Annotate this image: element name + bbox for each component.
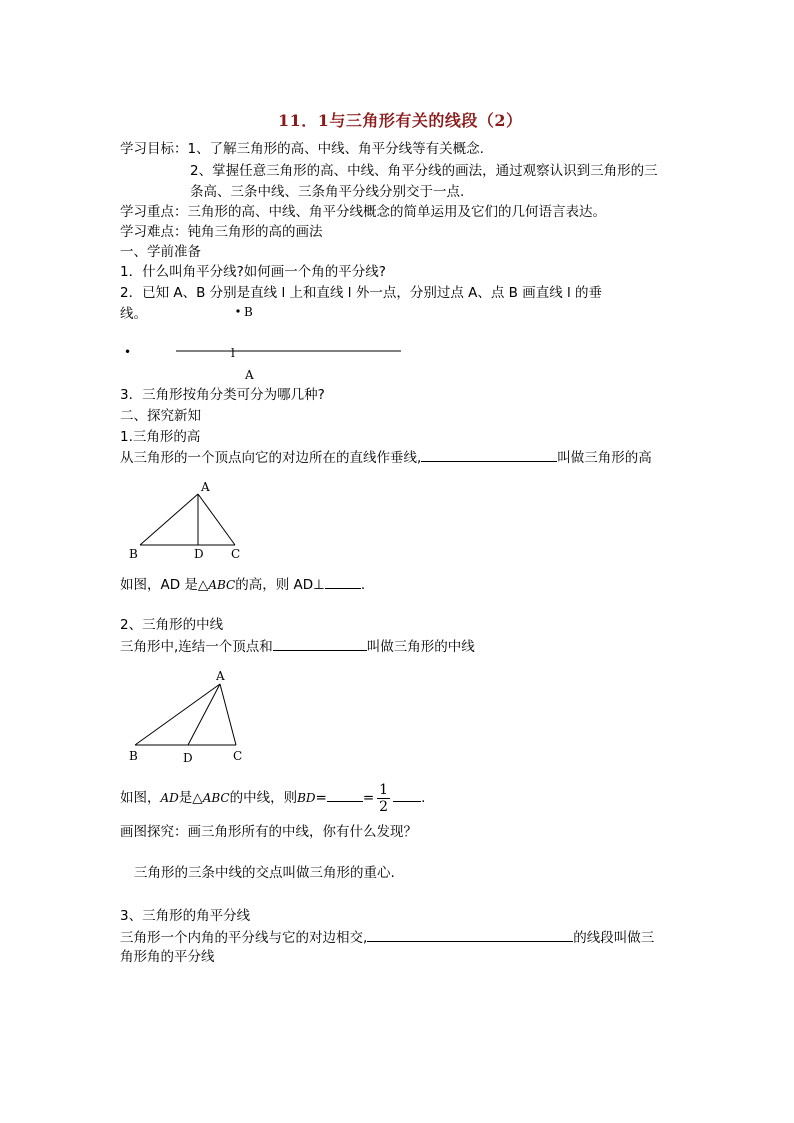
- altitude-perp-blank[interactable]: [325, 575, 361, 589]
- point-a-label: A: [245, 368, 254, 382]
- bisector-heading: 3、三角形的角平分线: [120, 908, 251, 924]
- median-q-abc: ABC: [202, 791, 230, 805]
- median-q-mid1: 是△: [178, 790, 203, 806]
- side-ab: [140, 494, 198, 545]
- vertex-b-label: B: [129, 749, 138, 763]
- side-ab: [135, 684, 220, 745]
- median-q-end: .: [421, 790, 426, 806]
- bisector-text-before: 三角形一个内角的平分线与它的对边相交,: [120, 930, 368, 946]
- vertex-d-label: D: [194, 547, 204, 561]
- median-figure: [118, 666, 258, 768]
- altitude-q-after: 的高，则 AD⊥: [235, 577, 325, 593]
- line-l-label: l: [231, 346, 235, 360]
- median-blank-1[interactable]: [327, 788, 363, 802]
- altitude-text-after: 叫做三角形的高: [557, 450, 652, 466]
- altitude-q-end: .: [360, 577, 366, 593]
- bisector-text-after: 的线段叫做三: [573, 930, 655, 946]
- goals-label: 学习目标：: [120, 141, 188, 157]
- vertex-b-label: B: [129, 547, 138, 561]
- bisector-definition-line2: 角形角的平分线: [120, 949, 215, 965]
- page-title: 11．1与三角形有关的线段（2）: [278, 111, 523, 130]
- median-q-bd: BD: [297, 791, 316, 805]
- section2-heading: 二、探究新知: [120, 408, 201, 424]
- line-figure: [118, 300, 418, 382]
- goal-item-1: 1、了解三角形的高、中线、角平分线等有关概念.: [187, 141, 484, 157]
- side-ac: [198, 494, 235, 545]
- median-q-mid2: 的中线，则: [229, 790, 298, 806]
- goals-line1: [120, 140, 484, 158]
- fraction-denominator: 2: [379, 798, 389, 815]
- median-heading: 2、三角形的中线: [120, 617, 224, 633]
- fraction-numerator: 1: [379, 781, 389, 798]
- altitude-definition: [120, 448, 652, 467]
- drawing-explore: 画图探究：画三角形所有的中线，你有什么发现？: [120, 824, 417, 840]
- median-ad: [188, 684, 220, 745]
- question-3: 3．三角形按角分类可分为哪几种?: [120, 387, 325, 403]
- question-1: 1．什么叫角平分线?如何画一个角的平分线?: [120, 264, 386, 280]
- goal-item-2a: 2、掌握任意三角形的高、中线、角平分线的画法，通过观察认识到三角形的三: [190, 163, 658, 179]
- median-q-eq2: =: [362, 790, 375, 806]
- median-q-before: 如图，: [120, 790, 161, 806]
- median-text-before: 三角形中,连结一个顶点和: [120, 639, 273, 655]
- bisector-blank[interactable]: [367, 928, 573, 942]
- median-text-after: 叫做三角形的中线: [366, 639, 475, 655]
- median-question: [120, 778, 425, 818]
- question-2-line2: 线。: [120, 306, 147, 322]
- vertex-a-label: A: [216, 669, 225, 683]
- key-point: 学习重点：三角形的高、中线、角平分线概念的简单运用及它们的几何语言表达。: [120, 204, 606, 220]
- altitude-q-before: 如图，AD 是△: [120, 577, 209, 593]
- median-blank[interactable]: [273, 637, 367, 651]
- median-q-ad: AD: [160, 791, 179, 805]
- median-blank-2[interactable]: [393, 788, 421, 802]
- altitude-q-abc: ABC: [208, 578, 236, 592]
- median-q-eq1: =: [315, 790, 327, 806]
- median-definition: [120, 637, 475, 656]
- goal-item-2b: 条高、三条中线、三条角平分线分别交于一点.: [190, 184, 465, 200]
- bisector-definition: [120, 928, 654, 947]
- vertex-c-label: C: [233, 749, 243, 763]
- one-half-fraction: [377, 782, 390, 815]
- point-b-dot: [236, 309, 239, 312]
- centroid-statement: 三角形的三条中线的交点叫做三角形的重心.: [134, 865, 395, 881]
- altitude-blank[interactable]: [421, 448, 557, 462]
- vertex-c-label: C: [231, 547, 241, 561]
- point-b-label: B: [244, 305, 253, 319]
- altitude-text-before: 从三角形的一个顶点向它的对边所在的直线作垂线,: [120, 450, 422, 466]
- altitude-question: [120, 575, 365, 594]
- stray-dot: •: [124, 345, 132, 359]
- side-ac: [220, 684, 236, 745]
- altitude-figure: [118, 476, 258, 564]
- vertex-a-label: A: [201, 480, 210, 494]
- question-2-line1: 2．已知 A、B 分别是直线 l 上和直线 l 外一点，分别过点 A、点 B 画直线 l 的垂: [120, 285, 603, 301]
- difficulty: 学习难点：钝角三角形的高的画法: [120, 224, 323, 240]
- vertex-d-label: D: [183, 751, 193, 765]
- altitude-heading: 1.三角形的高: [120, 429, 201, 445]
- section1-heading: 一、学前准备: [120, 244, 201, 260]
